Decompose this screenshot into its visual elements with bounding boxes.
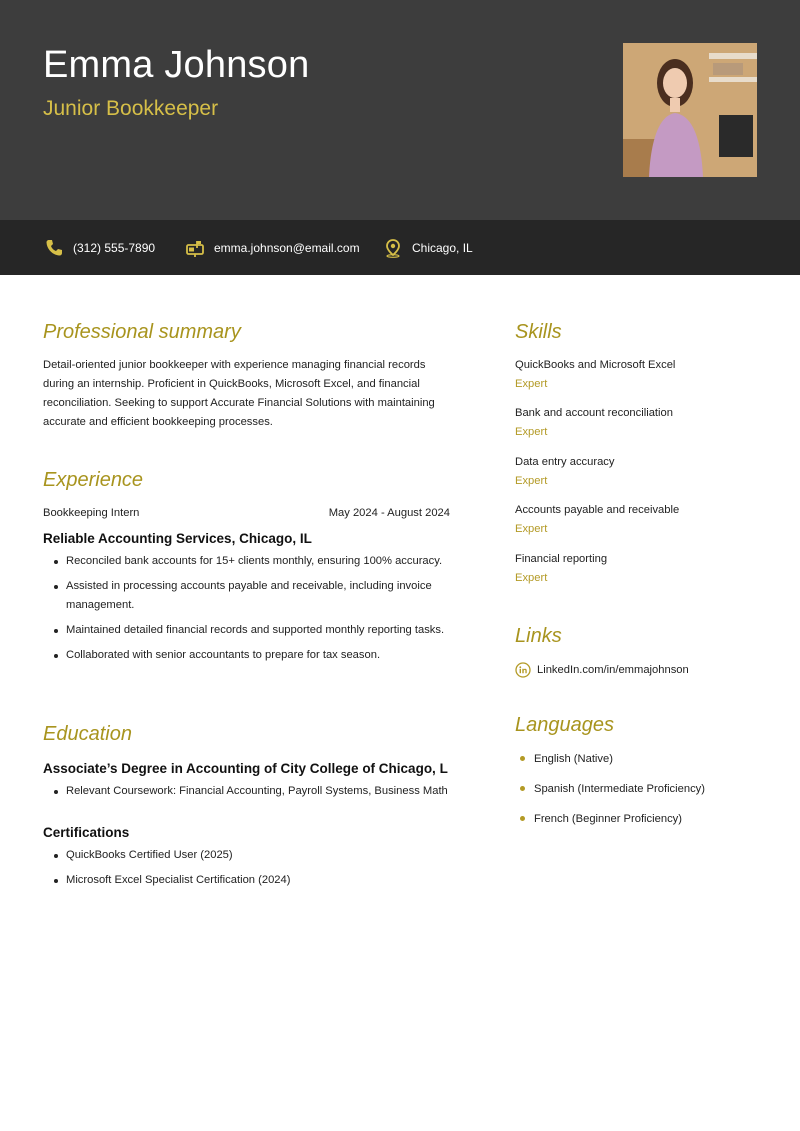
languages-list xyxy=(515,752,705,842)
list-item: Collaborated with senior accountants to prepare for tax season. xyxy=(43,646,453,665)
summary-heading: Professional summary xyxy=(43,321,241,343)
phone-icon xyxy=(44,238,64,258)
summary-line: Detail-oriented junior bookkeeper with experience managing financial records xyxy=(43,359,426,371)
location-text: Chicago, IL xyxy=(412,240,473,255)
email-text: emma.johnson@email.com xyxy=(214,240,360,255)
experience-company: Reliable Accounting Services, Chicago, IL xyxy=(43,531,312,546)
skill-level: Expert xyxy=(515,378,548,390)
summary-line: accurate and efficient bookkeeping processes. xyxy=(43,416,273,428)
summary-line: during an internship. Proficient in QuickBooks, Microsoft Excel, and financial xyxy=(43,378,420,390)
skill-level: Expert xyxy=(515,475,548,487)
phone-text: (312) 555-7890 xyxy=(73,240,156,255)
summary-line: reconciliation. Seeking to support Accurate Financial Solutions with maintaining xyxy=(43,397,435,409)
list-item: English (Native) xyxy=(515,752,705,782)
skill-name: Accounts payable and receivable xyxy=(515,504,680,516)
skill-name: Financial reporting xyxy=(515,553,608,565)
certifications-heading: Certifications xyxy=(43,825,130,840)
list-item: Maintained detailed financial records and supported monthly reporting tasks. xyxy=(43,621,453,640)
skill-name: Data entry accuracy xyxy=(515,456,615,468)
contact-location xyxy=(383,220,473,275)
job-title: Junior Bookkeeper xyxy=(43,97,219,120)
skill-name: QuickBooks and Microsoft Excel xyxy=(515,359,676,371)
list-item: French (Beginner Proficiency) xyxy=(515,812,705,842)
resume-header xyxy=(0,0,800,220)
experience-heading: Experience xyxy=(43,469,144,491)
contact-email[interactable] xyxy=(185,220,360,275)
summary-text xyxy=(43,356,483,432)
experience-dates: May 2024 - August 2024 xyxy=(328,507,450,519)
list-item: QuickBooks Certified User (2025) xyxy=(43,846,463,865)
links-heading: Links xyxy=(515,625,562,647)
education-bullets xyxy=(43,782,463,801)
skill-name: Bank and account reconciliation xyxy=(515,407,673,419)
languages-heading: Languages xyxy=(515,714,614,736)
list-item: Spanish (Intermediate Proficiency) xyxy=(515,782,705,812)
skill-level: Expert xyxy=(515,426,548,438)
education-heading: Education xyxy=(43,723,132,745)
contact-bar xyxy=(0,220,800,275)
education-degree: Associate’s Degree in Accounting of City College of Chicago, L xyxy=(43,761,448,776)
experience-bullets xyxy=(43,552,453,665)
linkedin-link[interactable] xyxy=(515,662,689,678)
profile-photo xyxy=(623,43,757,177)
skill-level: Expert xyxy=(515,572,548,584)
list-item: Assisted in processing accounts payable and receivable, including invoice management. xyxy=(43,577,453,615)
linkedin-url: LinkedIn.com/in/emmajohnson xyxy=(537,664,689,676)
map-pin-icon xyxy=(383,238,403,258)
skill-level: Expert xyxy=(515,523,548,535)
list-item: Relevant Coursework: Financial Accounting, Payroll Systems, Business Math xyxy=(43,782,463,801)
list-item: Reconciled bank accounts for 15+ clients monthly, ensuring 100% accuracy. xyxy=(43,552,453,571)
linkedin-icon xyxy=(515,662,531,678)
list-item: Microsoft Excel Specialist Certification (2024) xyxy=(43,871,463,890)
skills-heading: Skills xyxy=(515,321,562,343)
experience-role: Bookkeeping Intern xyxy=(43,507,140,519)
candidate-name: Emma Johnson xyxy=(43,44,310,86)
contact-phone[interactable] xyxy=(44,220,155,275)
mailbox-icon xyxy=(185,238,205,258)
certifications-list xyxy=(43,846,463,890)
